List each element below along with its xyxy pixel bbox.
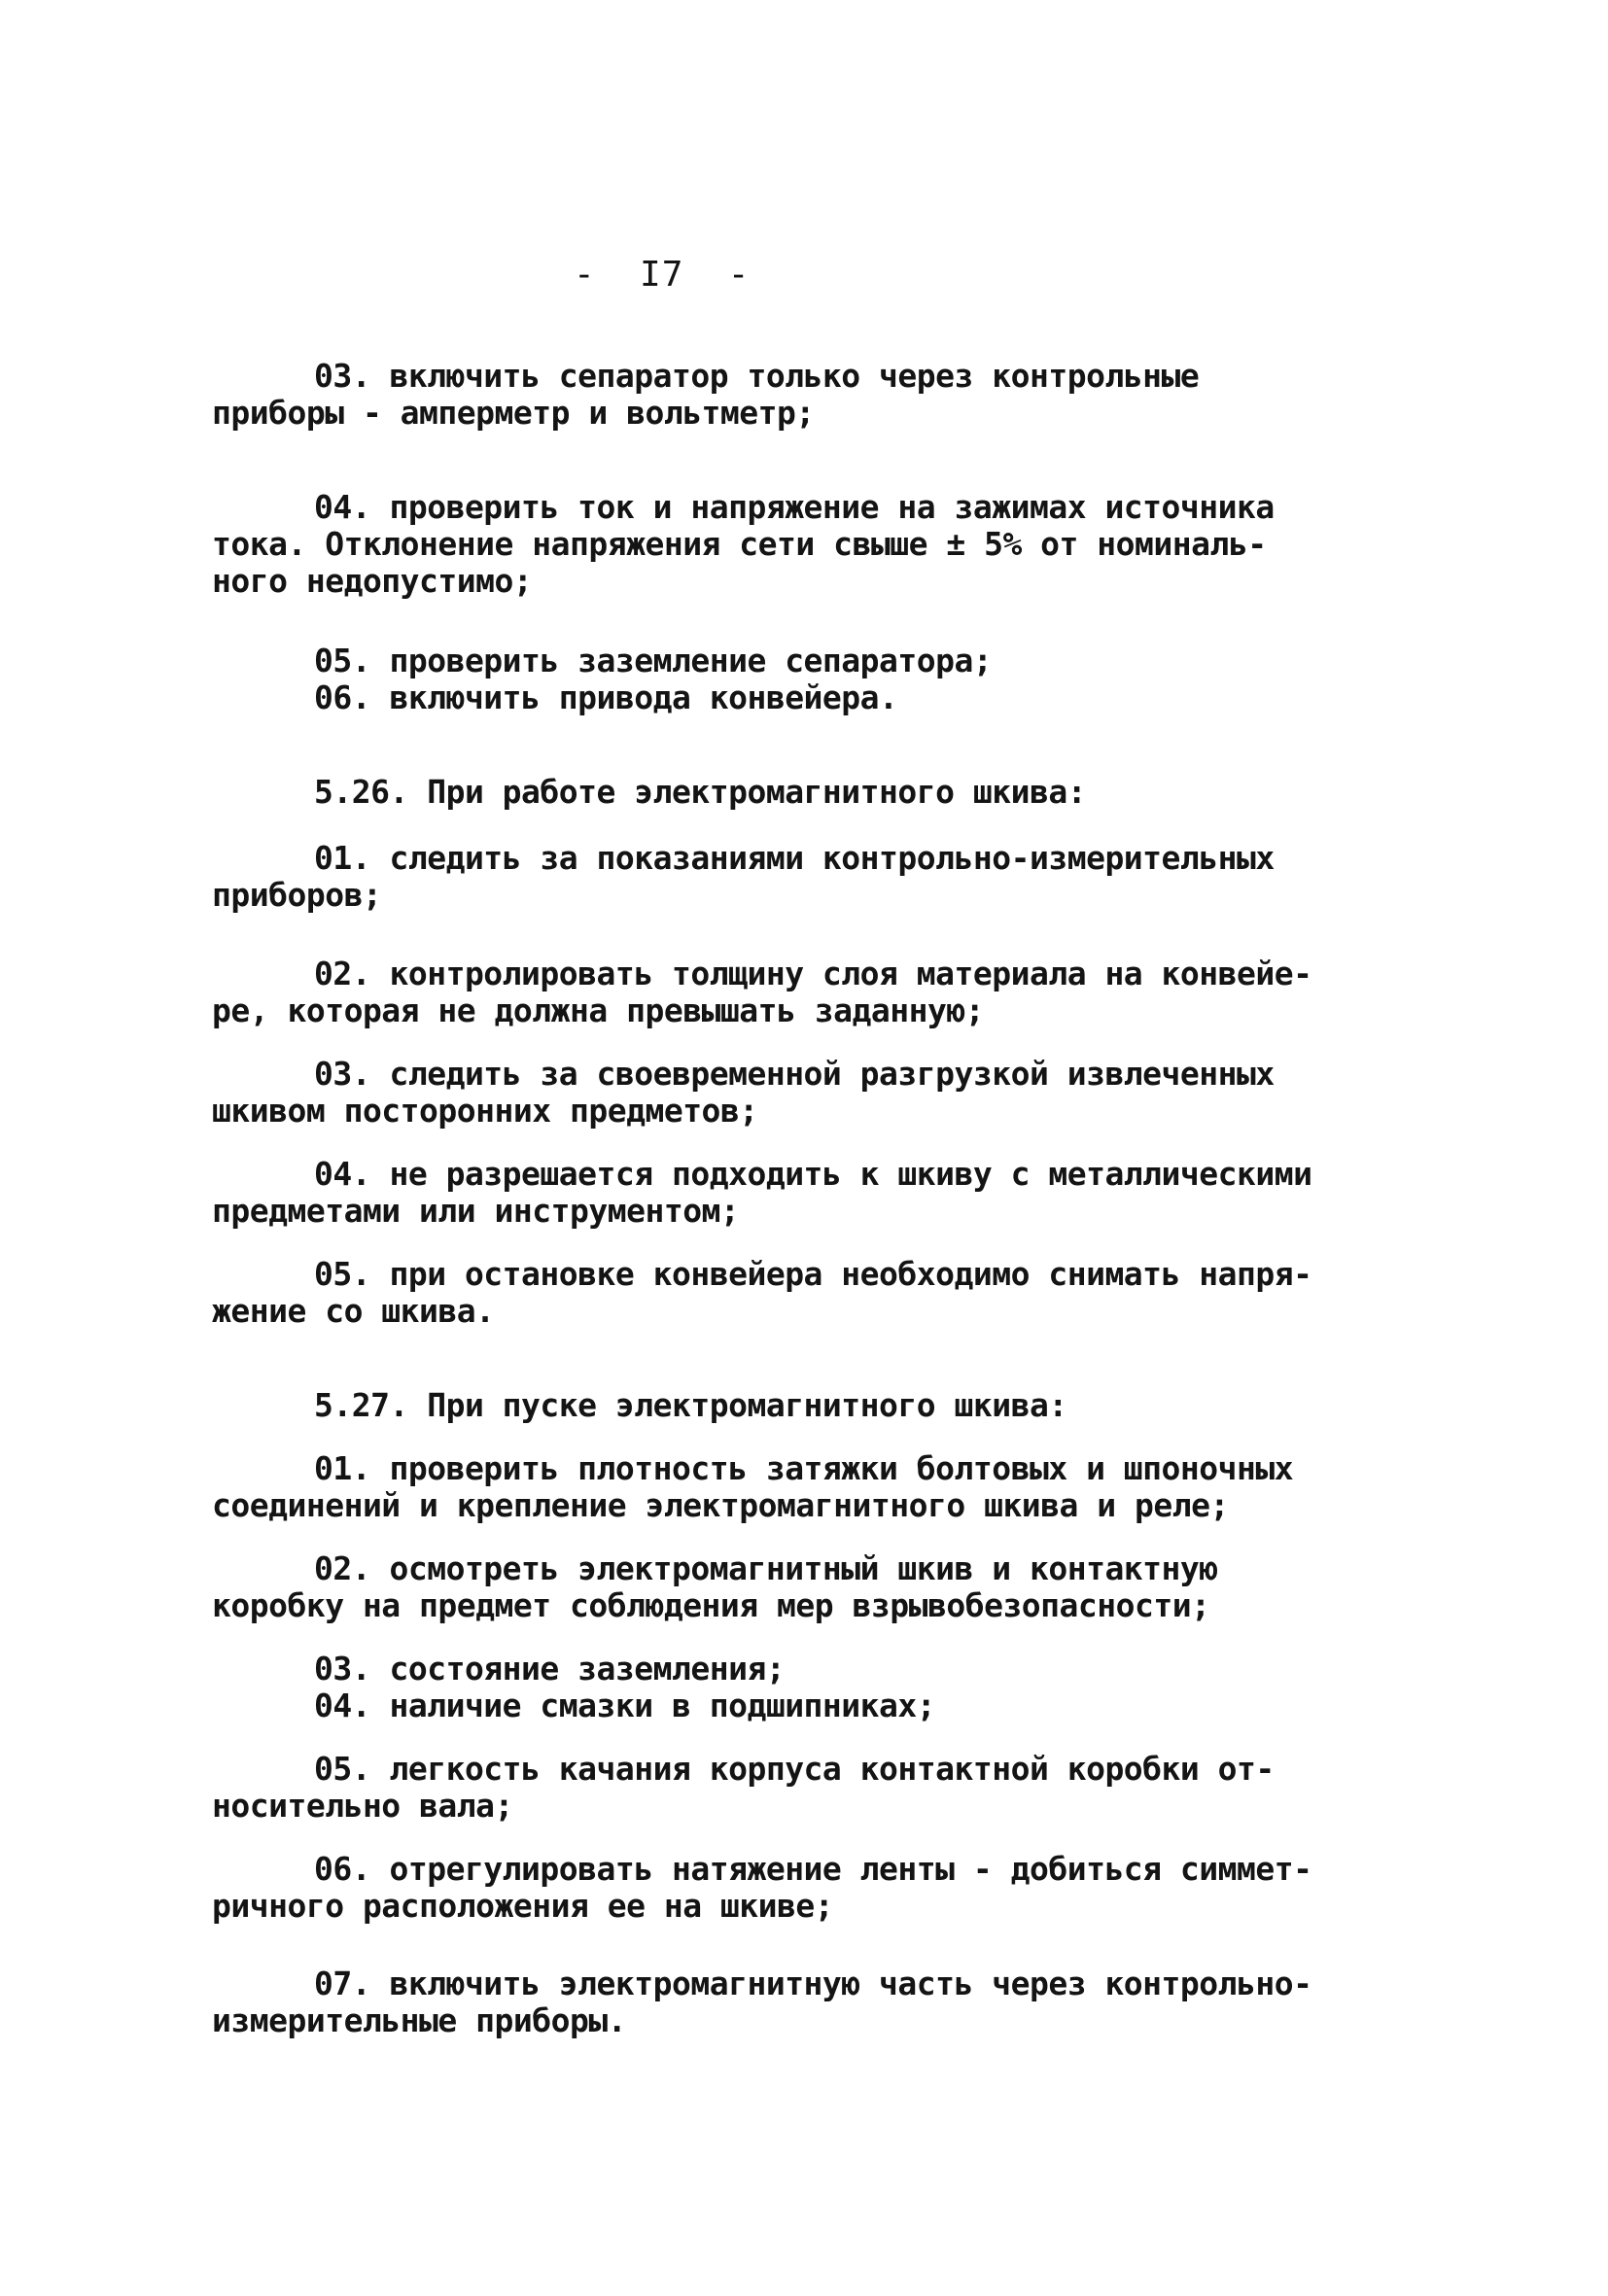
text-line: ричного расположения ее на шкиве; (212, 1887, 834, 1925)
text-line: 02. контролировать толщину слоя материала на конвейе- (314, 955, 1312, 992)
text-line: жение со шкива. (212, 1292, 495, 1330)
text-line: 03. включить сепаратор только через контрольные (314, 357, 1200, 395)
text-line: 05. проверить заземление сепаратора; (314, 642, 993, 679)
text-line: 01. следить за показаниями контрольно-измерительных (314, 839, 1275, 877)
text-line: 05. при остановке конвейера необходимо снимать напря- (314, 1255, 1312, 1293)
text-line: шкивом посторонних предметов; (212, 1092, 758, 1130)
text-line: 03. состояние заземления; (314, 1650, 786, 1687)
text-line: 06. отрегулировать натяжение ленты - добиться симмет- (314, 1850, 1312, 1888)
text-line: измерительные приборы. (212, 2001, 627, 2039)
text-line: предметами или инструментом; (212, 1192, 740, 1230)
text-line: коробку на предмет соблюдения мер взрывобезопасности; (212, 1586, 1210, 1624)
text-line: носительно вала; (212, 1787, 513, 1825)
text-line: 03. следить за своевременной разгрузкой извлеченных (314, 1055, 1275, 1093)
text-line: 07. включить электромагнитную часть через контрольно- (314, 1965, 1312, 2002)
text-line: 04. наличие смазки в подшипниках; (314, 1687, 936, 1724)
text-line: 06. включить привода конвейера. (314, 678, 898, 716)
text-line: 02. осмотреть электромагнитный шкив и контактную (314, 1549, 1218, 1587)
text-line: тока. Отклонение напряжения сети свыше ± 5% от номиналь- (212, 525, 1267, 563)
text-line: приборов; (212, 876, 382, 914)
page-number: - I7 - (574, 255, 751, 295)
text-line: 01. проверить плотность затяжки болтовых и шпоночных (314, 1449, 1294, 1487)
text-line: приборы - амперметр и вольтметр; (212, 394, 815, 432)
text-line: 05. легкость качания корпуса контактной коробки от- (314, 1750, 1275, 1788)
section-heading: 5.26. При работе электромагнитного шкива: (314, 773, 1087, 811)
text-line: соединений и крепление электромагнитного шкива и реле; (212, 1486, 1229, 1524)
section-heading: 5.27. При пуске электромагнитного шкива: (314, 1386, 1067, 1424)
text-line: 04. проверить ток и напряжение на зажимах источника (314, 488, 1275, 526)
text-line: ного недопустимо; (212, 562, 533, 600)
text-line: 04. не разрешается подходить к шкиву с металлическими (314, 1155, 1312, 1193)
text-line: ре, которая не должна превышать заданную; (212, 991, 985, 1029)
